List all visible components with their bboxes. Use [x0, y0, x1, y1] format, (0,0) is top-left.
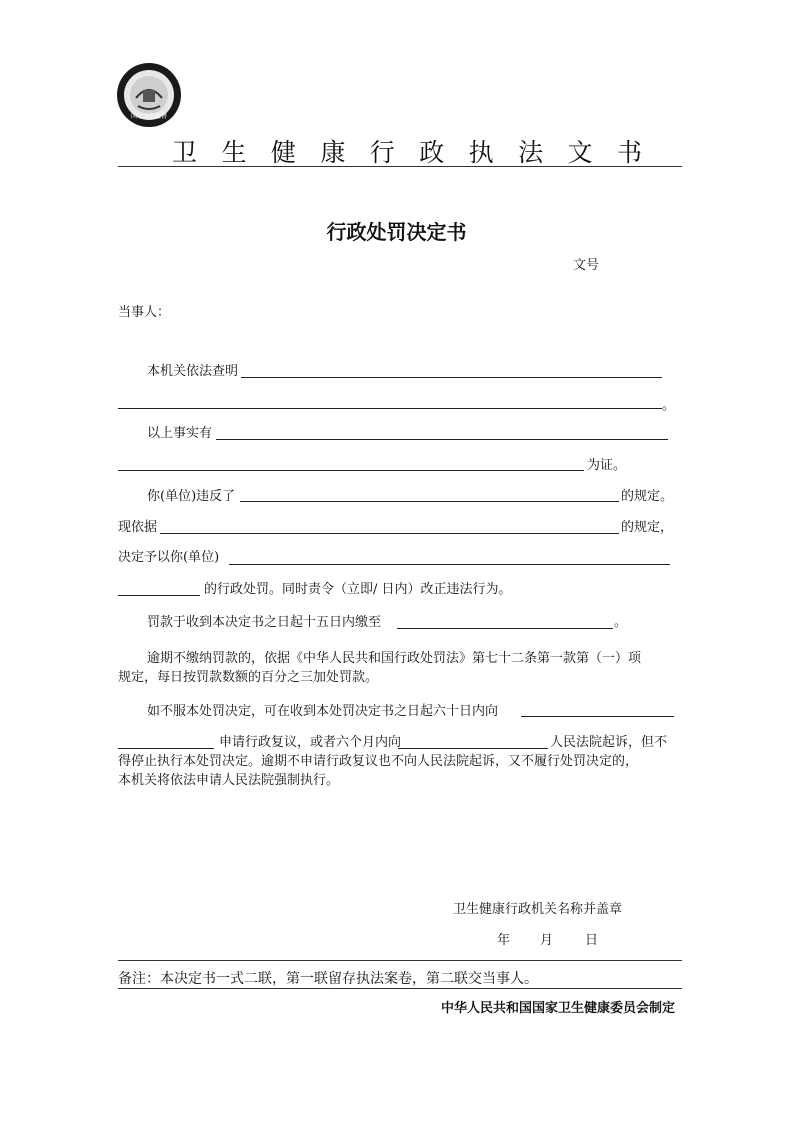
penalty-field-cont[interactable]	[118, 595, 200, 596]
late-fee-text: 逾期不缴纳罚款的，依据《中华人民共和国行政处罚法》第七十二条第一款第（一）项	[147, 651, 642, 666]
appeal-text-end: 人民法院起诉，但不	[550, 735, 668, 750]
health-inspection-seal	[116, 62, 182, 128]
appeal-text-mid: 申请行政复议，或者六个月内向	[219, 735, 402, 750]
appeal-text: 如不服本处罚决定，可在收到本处罚决定书之日起六十日内向	[147, 704, 499, 719]
finding-field-cont[interactable]	[118, 408, 662, 409]
basis-suffix: 的规定，	[621, 520, 674, 535]
date-month: 月	[540, 933, 554, 948]
doc-number-label: 文号	[573, 258, 600, 273]
heading-char: 健	[270, 138, 296, 167]
remarks-note: 备注：本决定书一式二联，第一联留存执法案卷，第二联交当事人。	[118, 971, 538, 987]
violation-label: 你(单位)违反了	[147, 489, 236, 504]
heading-char: 执	[468, 138, 494, 167]
finding-label: 本机关依法查明	[147, 364, 239, 379]
finding-field[interactable]	[241, 377, 662, 378]
svg-text:国家卫生监督: 国家卫生监督	[130, 113, 168, 120]
document-type-heading	[172, 133, 642, 169]
court-field[interactable]	[398, 748, 548, 749]
note-divider-top	[118, 960, 682, 961]
heading-char: 书	[616, 138, 642, 167]
review-authority-field[interactable]	[521, 716, 674, 717]
legal-basis-field[interactable]	[160, 533, 619, 534]
review-authority-field-cont[interactable]	[118, 748, 214, 749]
penalty-field[interactable]	[229, 564, 670, 565]
issuer-credit: 中华人民共和国国家卫生健康委员会制定	[440, 1001, 675, 1016]
violated-provision-field[interactable]	[240, 501, 619, 502]
evidence-label: 以上事实有	[147, 426, 213, 441]
heading-char: 康	[320, 138, 346, 167]
issuing-authority-label: 卫生健康行政机关名称并盖章	[453, 902, 623, 917]
enforcement-text-cont: 本机关将依法申请人民法院强制执行。	[118, 773, 340, 788]
heading-char: 生	[221, 138, 247, 167]
heading-char: 卫	[172, 138, 198, 167]
heading-char: 政	[419, 138, 445, 167]
late-fee-text-cont: 规定，每日按罚款数额的百分之三加处罚款。	[118, 670, 379, 685]
evidence-field-cont[interactable]	[118, 470, 584, 471]
payment-place-field[interactable]	[397, 628, 613, 629]
date-year: 年	[497, 933, 511, 948]
heading-char: 行	[369, 138, 395, 167]
heading-char: 文	[567, 138, 593, 167]
violation-suffix: 的规定。	[621, 489, 674, 504]
evidence-suffix: 为证。	[587, 458, 627, 473]
payment-period: 。	[614, 615, 628, 630]
date-day: 日	[585, 933, 599, 948]
evidence-field[interactable]	[216, 439, 668, 440]
basis-label: 现依据	[118, 520, 158, 535]
header-divider	[118, 166, 682, 167]
party-label: 当事人：	[118, 305, 171, 320]
period-mark: 。	[662, 398, 676, 413]
heading-char: 法	[518, 138, 544, 167]
note-divider-bottom	[118, 988, 682, 989]
enforcement-text: 得停止执行本处罚决定。逾期不申请行政复议也不向人民法院起诉，又不履行处罚决定的，	[118, 754, 639, 769]
fine-payment-label: 罚款于收到本决定书之日起十五日内缴至	[147, 615, 382, 630]
form-title: 行政处罚决定书	[326, 220, 467, 244]
decision-label: 决定予以你(单位)	[118, 550, 220, 565]
penalty-suffix: 的行政处罚。同时责令（立即/ 日内）改正违法行为。	[204, 582, 512, 597]
